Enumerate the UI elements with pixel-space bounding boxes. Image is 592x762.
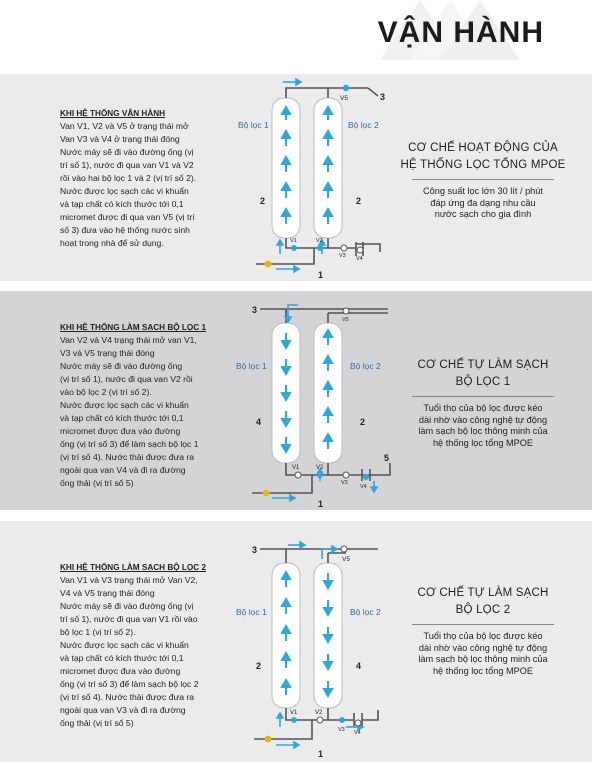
valve-label-v4: V4 <box>360 484 367 490</box>
text-line: vào bộ lọc 2 (vị trí số 2). <box>60 387 152 397</box>
position-label-2: 2 <box>256 661 262 671</box>
text-line: rồi vào hai bộ lọc 1 và 2 (vị trí số 2). <box>60 173 197 183</box>
text-line: Van V3 và V4 ở trạng thái đóng <box>60 134 180 144</box>
clean-filter-1-side-info <box>398 357 568 449</box>
clean-filter-1-description <box>60 321 218 490</box>
position-label-1: 1 <box>318 499 324 509</box>
clean-filter-1-diagram <box>228 295 398 510</box>
valve-label-v1: V1 <box>292 465 300 471</box>
clean-filter-2-side-info <box>398 585 568 677</box>
side-title-line: CƠ CHẾ TỰ LÀM SẠCH <box>417 359 549 371</box>
valve-label-v2: V2 <box>315 710 323 716</box>
text-line: và tạp chất có kích thước tới 0,1 <box>60 653 184 663</box>
clean-filter-2-description <box>60 561 218 730</box>
valve-label-v4: V4 <box>354 730 361 736</box>
position-label-2: 2 <box>356 196 362 206</box>
side-body-line: Tuổi thọ của bộ lọc được kéo <box>423 403 543 413</box>
filter-2-label: Bộ lọc 2 <box>348 120 379 130</box>
text-line: ngoài qua van V4 và đi ra đường <box>60 465 186 475</box>
valve-label-v1: V1 <box>290 710 298 716</box>
valve-label-v3: V3 <box>341 480 348 486</box>
text-line: Van V2 và V4 trạng thái mở van V1, <box>60 335 197 345</box>
side-body-line: dài nhờ vào công nghệ tự động <box>418 414 548 425</box>
position-label-1: 1 <box>318 749 324 759</box>
operation-diagram <box>228 76 398 281</box>
position-label-4: 4 <box>356 661 362 671</box>
text-line: Van V1, V2 và V5 ở trạng thái mở <box>60 121 189 131</box>
text-line: hoạt trong nhà để sử dụng. <box>60 238 164 248</box>
text-line: (vị trí số 4). Nước thải được đưa ra <box>60 452 195 462</box>
valve-label-v5: V5 <box>342 317 349 323</box>
text-line: và tạp chất có kích thước tới 0,1 <box>60 199 184 209</box>
position-label-2: 2 <box>260 196 266 206</box>
outlet-pipe <box>260 549 378 563</box>
position-label-5: 5 <box>384 453 390 463</box>
valve-label-v3: V3 <box>338 727 345 733</box>
operation-side-info <box>398 140 568 221</box>
text-line: micromet được đưa vào đường <box>60 666 181 676</box>
filter-1-label: Bộ lọc 1 <box>238 120 269 130</box>
text-line: (vị trí số 1), nước đi qua van V2 rồi <box>60 374 193 384</box>
text-line: trí số 1), nước đi qua van V1 và V2 <box>60 160 194 170</box>
valve-label-v2: V2 <box>316 465 324 471</box>
text-line: Nước máy sẽ đi vào đường ống (vị <box>60 601 194 611</box>
section-heading: KHI HỆ THỐNG LÀM SẠCH BỘ LỌC 1 <box>60 323 207 332</box>
side-body-line: làm sạch bộ lọc thông minh của <box>418 654 548 664</box>
inlet-pipe <box>256 248 314 264</box>
side-title-line: CƠ CHẾ HOẠT ĐỘNG CỦA <box>408 142 558 154</box>
inlet-dot <box>263 490 270 497</box>
side-body-line: hệ thống lọc tổng MPOE <box>432 437 534 448</box>
text-line: ống thải (vị trí số 5) <box>60 478 134 488</box>
side-title-line: CƠ CHẾ TỰ LÀM SẠCH <box>417 587 549 599</box>
side-body-line: nước sạch cho gia đình <box>434 209 532 219</box>
text-line: ngoài qua van V3 và đi ra đường <box>60 705 186 715</box>
text-line: và tạp chất có kích thước tới 0,1 <box>60 413 184 423</box>
text-line: ống thải (vị trí số 5) <box>60 718 134 728</box>
side-body-line: hệ thống lọc tổng MPOE <box>432 665 534 676</box>
inlet-dot <box>265 261 272 268</box>
inlet-dot <box>265 736 272 743</box>
side-body-line: Tuổi thọ của bộ lọc được kéo <box>423 631 543 641</box>
side-title-line: BỘ LỌC 2 <box>455 604 511 616</box>
text-line: (vị trí số 4). Nước thải được đưa ra <box>60 692 195 702</box>
position-label-2: 2 <box>360 417 366 427</box>
side-body-line: đáp ứng đa dạng nhu cầu <box>430 197 536 208</box>
valve-label-v5: V5 <box>342 556 350 563</box>
text-line: Nước được lọc sạch các vi khuẩn <box>60 400 189 410</box>
valve-label-v5: V5 <box>340 95 348 102</box>
valve-label-v1: V1 <box>290 238 297 244</box>
inlet-pipe <box>254 720 312 739</box>
inlet-manifold <box>286 708 378 727</box>
outlet-pipe <box>260 309 388 323</box>
filter-1-label: Bộ lọc 1 <box>236 361 267 371</box>
text-line: ống (vị trí số 3) để làm sạch bộ lọc 1 <box>60 439 199 449</box>
operation-description <box>60 107 218 250</box>
text-line: trí số 1), nước đi qua van V1 rồi vào <box>60 614 198 624</box>
text-line: micromet được đưa vào đường <box>60 426 181 436</box>
position-label-3: 3 <box>380 92 386 102</box>
position-label-3: 3 <box>252 545 258 555</box>
inlet-manifold <box>286 238 380 256</box>
clean-filter-2-diagram <box>228 535 398 760</box>
inlet-pipe <box>252 475 312 493</box>
section-heading: KHI HỆ THỐNG VẬN HÀNH <box>60 109 166 118</box>
filter-2-label: Bộ lọc 2 <box>350 607 381 617</box>
position-label-1: 1 <box>318 270 324 280</box>
text-line: Nước được lọc sạch các vi khuẩn <box>60 640 189 650</box>
text-line: Van V1 và V3 trạng thái mở Van V2, <box>60 575 198 585</box>
section-heading: KHI HỆ THỐNG LÀM SẠCH BỘ LỌC 2 <box>60 563 207 572</box>
text-line: Nước máy sẽ đi vào đường ống <box>60 361 183 371</box>
inlet-manifold <box>286 463 390 481</box>
text-line: micromet được đi qua van V5 (vị trí <box>60 212 195 222</box>
position-label-3: 3 <box>252 305 258 315</box>
side-title-line: BỘ LỌC 1 <box>455 376 511 388</box>
panel-operation <box>0 74 592 281</box>
text-line: V4 và V5 trạng thái đóng <box>60 588 155 598</box>
filter-1-label: Bộ lọc 1 <box>236 607 267 617</box>
valve-label-v2: V2 <box>316 238 323 244</box>
side-body-line: dài nhờ vào công nghệ tự động <box>418 642 548 653</box>
text-line: số 3) đưa vào hệ thống nước sinh <box>60 225 190 235</box>
divider <box>412 179 554 180</box>
valve-label-v3: V3 <box>339 253 346 259</box>
text-line: V3 và V5 trạng thái đóng <box>60 348 155 358</box>
valve-label-v4: V4 <box>356 256 363 262</box>
text-line: Nước được lọc sạch các vi khuẩn <box>60 186 189 196</box>
filter-2-label: Bộ lọc 2 <box>350 361 381 371</box>
page-title: VẬN HÀNH <box>377 16 544 49</box>
outlet-pipe <box>286 88 378 98</box>
divider <box>412 624 554 625</box>
text-line: Nước máy sẽ đi vào đường ống (vị <box>60 147 194 157</box>
panel-clean-filter-2 <box>0 521 592 762</box>
text-line: bộ lọc 1 (vị trí số 2). <box>60 627 136 637</box>
text-line: ống (vị trí số 3) để làm sạch bộ lọc 2 <box>60 679 199 689</box>
panel-clean-filter-1 <box>0 291 592 510</box>
divider <box>412 396 554 397</box>
side-body-line: Công suất lọc lớn 30 lít / phút <box>423 186 543 196</box>
side-title-line: HỆ THỐNG LỌC TỔNG MPOE <box>400 159 566 171</box>
position-label-4: 4 <box>256 417 262 427</box>
side-body-line: làm sạch bộ lọc thông minh của <box>418 426 548 436</box>
